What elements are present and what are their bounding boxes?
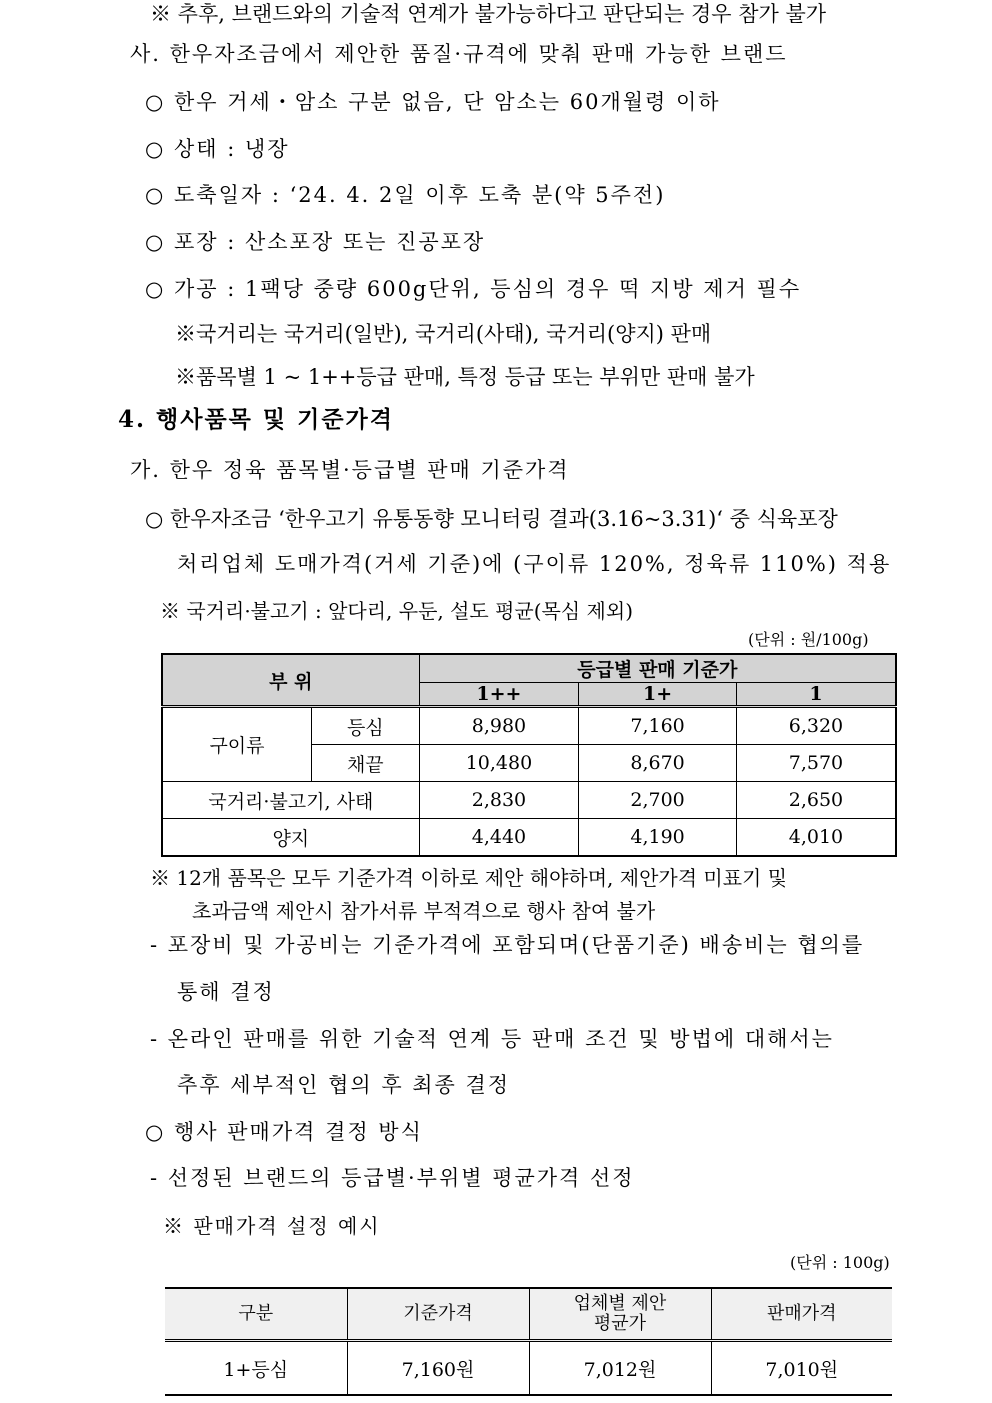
example-table — [165, 1287, 892, 1396]
header-avg-offer: 업체별 제안 평균가 — [529, 1288, 711, 1341]
note-soup-meat: ※국거리는 국거리(일반), 국거리(사태), 국거리(양지) 판매 — [175, 322, 712, 346]
item-sa: 사. 한우자조금에서 제안한 품질·규격에 맞춰 판매 가능한 브랜드 — [130, 42, 788, 66]
bullet-sex: ○ 한우 거세・암소 구분 없음, 단 암소는 60개월령 이하 — [145, 90, 721, 114]
bullet-price-method: ○ 행사 판매가격 결정 방식 — [145, 1120, 423, 1144]
cell: 10,480 — [419, 745, 579, 782]
dash-packing-cont: 통해 결정 — [177, 980, 275, 1004]
header-part: 부 위 — [162, 654, 419, 707]
ref-line-1: ○ 한우자조금 ‘한우고기 유통동향 모니터링 결과(3.16~3.31)‘ 중 식육포장 — [145, 507, 838, 531]
table-row — [162, 819, 896, 857]
bullet-process: ○ 가공 : 1팩당 중량 600g단위, 등심의 경우 떡 지방 제거 필수 — [145, 277, 802, 301]
header-sale-price: 판매가격 — [711, 1288, 892, 1341]
cell: 2,650 — [736, 782, 896, 819]
dash-average: - 선정된 브랜드의 등급별·부위별 평균가격 선정 — [150, 1166, 635, 1190]
group-label: 구이류 — [162, 707, 311, 782]
table-row — [165, 1341, 892, 1396]
table-row — [162, 782, 896, 819]
header-base-price: 기준가격 — [347, 1288, 529, 1341]
header-grade-1: 1 — [736, 683, 896, 707]
row-label: 양지 — [162, 819, 419, 857]
header-grade-1pp: 1++ — [419, 683, 579, 707]
row-label: 등심 — [311, 707, 419, 745]
note-grades: ※품목별 1 ~ 1++등급 판매, 특정 등급 또는 부위만 판매 불가 — [175, 365, 755, 389]
dash-packing: - 포장비 및 가공비는 기준가격에 포함되며(단품기준) 배송비는 협의를 — [150, 933, 865, 957]
dash-online-cont: 추후 세부적인 협의 후 최종 결정 — [177, 1073, 511, 1097]
bullet-pack: ○ 포장 : 산소포장 또는 진공포장 — [145, 230, 486, 254]
note-12-items: ※ 12개 품목은 모두 기준가격 이하로 제안 해야하며, 제안가격 미표기 및 — [150, 866, 788, 890]
cell: 7,160 — [579, 707, 737, 745]
cell: 7,160원 — [347, 1341, 529, 1396]
note-12-items-cont: 초과금액 제안시 참가서류 부적격으로 행사 참여 불가 — [192, 899, 656, 923]
price-table — [161, 653, 897, 857]
dash-online: - 온라인 판매를 위한 기술적 연계 등 판매 조건 및 방법에 대해서는 — [150, 1027, 834, 1051]
table-row — [162, 707, 896, 745]
cell: 7,570 — [736, 745, 896, 782]
ref-line-3: ※ 국거리·불고기 : 앞다리, 우둔, 설도 평균(목심 제외) — [160, 599, 633, 623]
row-label: 채끝 — [311, 745, 419, 782]
cell: 2,830 — [419, 782, 579, 819]
cell: 2,700 — [579, 782, 737, 819]
cell: 6,320 — [736, 707, 896, 745]
unit-label-2: (단위 : 100g) — [790, 1253, 890, 1272]
unit-label-1: (단위 : 원/100g) — [748, 630, 869, 649]
ref-line-2: 처리업체 도매가격(거세 기준)에 (구이류 120%, 정육류 110%) 적용 — [177, 552, 892, 576]
cell: 8,980 — [419, 707, 579, 745]
section-title: 4. 행사품목 및 기준가격 — [118, 406, 394, 433]
item-ga: 가. 한우 정육 품목별·등급별 판매 기준가격 — [130, 458, 570, 482]
cell: 7,012원 — [529, 1341, 711, 1396]
example-title: ※ 판매가격 설정 예시 — [163, 1214, 381, 1238]
cell: 4,440 — [419, 819, 579, 857]
header-category: 구분 — [165, 1288, 347, 1341]
cell: 4,190 — [579, 819, 737, 857]
bullet-slaughter: ○ 도축일자 : ‘24. 4. 2일 이후 도축 분(약 5주전) — [145, 183, 666, 207]
cell: 4,010 — [736, 819, 896, 857]
cell: 1+등심 — [165, 1341, 347, 1396]
header-grade-1p: 1+ — [579, 683, 737, 707]
note-brand-link: ※ 추후, 브랜드와의 기술적 연계가 불가능하다고 판단되는 경우 참가 불가 — [150, 2, 827, 26]
cell: 7,010원 — [711, 1341, 892, 1396]
bullet-state: ○ 상태 : 냉장 — [145, 137, 290, 161]
cell: 8,670 — [579, 745, 737, 782]
header-grade: 등급별 판매 기준가 — [419, 654, 896, 683]
row-label: 국거리·불고기, 사태 — [162, 782, 419, 819]
